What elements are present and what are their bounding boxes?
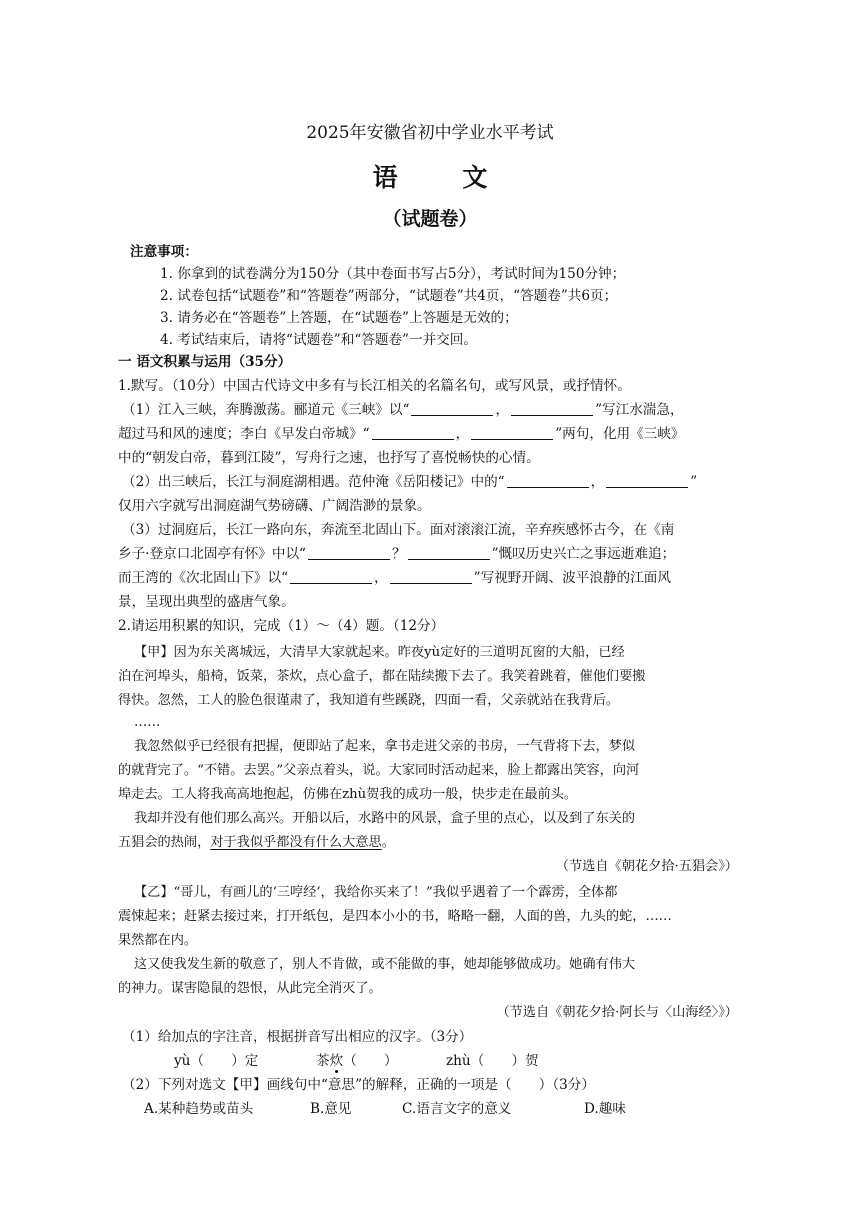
notice-item: 2. 试卷包括“试题卷”和“答题卷”两部分，“试题卷”共4页，“答题卷”共6页； xyxy=(160,288,618,304)
question-1-part-3-line xyxy=(118,568,671,588)
passage-ellipsis: …… xyxy=(134,715,161,730)
answer-blank[interactable] xyxy=(372,425,454,440)
subject-title: 语 文 xyxy=(372,163,516,192)
passage-yi-line: 【乙】“哥儿，有画儿的‘三哼经’，我给你买来了！”我似乎遇着了一个霹雳，全体都 xyxy=(134,885,618,900)
notice-item: 3. 请务必在“答题卷”上答题，在“试题卷”上答题是无效的； xyxy=(160,310,518,326)
underlined-sentence: 对于我似乎都没有什么大意思 xyxy=(210,835,382,850)
question-1-intro: 1.默写。（10分）中国古代诗文中多有与长江相关的名篇名句，或写风景，或抒情怀。 xyxy=(118,378,631,394)
notice-heading: 注意事项： xyxy=(130,244,198,260)
question-1-part-1-line: 中的“朝发白帝，暮到江陵”，写舟行之速，也抒写了喜悦畅快的心情。 xyxy=(118,450,540,466)
answer-blank[interactable] xyxy=(290,569,372,584)
text-segment: ， xyxy=(374,570,388,586)
answer-blank[interactable] xyxy=(308,545,390,560)
section-heading: 一 语文积累与运用（35分） xyxy=(118,354,292,370)
passage-jia-line: 我却并没有他们那么高兴。开船以后，水路中的风景，盒子里的点心，以及到了东关的 xyxy=(134,811,636,826)
text-segment: （ ） xyxy=(343,1053,398,1069)
passage-yi-line: 的神力。谋害隐鼠的怨恨，从此完全消灭了。 xyxy=(118,981,382,996)
text-segment: ”写视野开阔、波平浪静的江面风 xyxy=(473,570,671,586)
option-d[interactable]: D.趣味 xyxy=(584,1101,626,1117)
question-1-part-2-line xyxy=(122,472,697,492)
pinyin-item-chui xyxy=(316,1051,398,1071)
passage-jia-line: 【甲】因为东关离城远，大清早大家就起来。昨夜yù定好的三道明瓦窗的大船，已经 xyxy=(134,645,625,660)
question-1-part-3-line: （3）过洞庭后，长江一路向东，奔流至北固山下。面对滚滚江流，辛弃疾感怀古今，在《南 xyxy=(122,522,675,538)
text-segment: 。 xyxy=(381,835,395,850)
passage-jia-line: 泊在河埠头，船椅，饭菜，茶炊，点心盒子，都在陆续搬下去了。我笑着跳着，催他们要搬 xyxy=(118,669,646,684)
answer-blank[interactable] xyxy=(507,473,589,488)
text-segment: ， xyxy=(455,426,470,442)
question-2-sub-1: （1）给加点的字注音，根据拼音写出相应的汉字。（3分） xyxy=(122,1029,473,1045)
notice-item: 4. 考试结束后，请将“试题卷”和“答题卷”一并交回。 xyxy=(160,332,477,348)
passage-jia-line: 埠走去。工人将我高高地抱起，仿佛在zhù贺我的成功一般，快步走在最前头。 xyxy=(118,787,578,802)
exam-title: 2025年安徽省初中学业水平考试 xyxy=(306,123,554,143)
text-segment: （1）江入三峡，奔腾激荡。郦道元《三峡》以“ xyxy=(122,402,410,418)
passage-yi-line: 震悚起来；赶紧去接过来，打开纸包，是四本小小的书，略略一翻，人面的兽，九头的蛇，…… xyxy=(118,909,672,924)
pinyin-item-zhu: zhù（ ）贺 xyxy=(446,1053,539,1069)
answer-blank[interactable] xyxy=(408,545,490,560)
text-segment: ， xyxy=(590,474,605,490)
text-segment: （2）出三峡后，长江与洞庭湖相遇。范仲淹《岳阳楼记》中的“ xyxy=(122,474,505,490)
answer-blank[interactable] xyxy=(471,425,553,440)
passage-jia-line: 得快。忽然，工人的脸色很谨肃了，我知道有些蹊跷，四面一看，父亲就站在我背后。 xyxy=(118,693,620,708)
question-1-part-3-line: 景，呈现出典型的盛唐气象。 xyxy=(118,594,295,610)
text-segment: ”两句，化用《三峡》 xyxy=(555,426,685,442)
option-b[interactable]: B.意见 xyxy=(310,1101,352,1117)
passage-jia-line xyxy=(118,833,395,853)
text-segment: ”慨叹历史兴亡之事远逝难追； xyxy=(491,546,676,562)
passage-yi-line: 这又使我发生新的敬意了，别人不肯做，或不能做的事，她却能够做成功。她确有伟大 xyxy=(134,957,636,972)
question-1-part-1-line xyxy=(118,424,685,444)
dotted-character: 炊 xyxy=(329,1053,344,1069)
passage-jia-source: （节选自《朝花夕拾·五猖会》） xyxy=(555,859,738,874)
paper-type: （试题卷） xyxy=(382,208,478,230)
text-segment: 茶 xyxy=(316,1053,330,1069)
text-segment: ”写江水湍急， xyxy=(595,402,684,418)
text-segment: ， xyxy=(495,402,510,418)
question-1-part-3-line xyxy=(118,544,675,564)
text-segment: 超过马和风的速度；李白《早发白帝城》“ xyxy=(118,426,370,442)
passage-yi-line: 果然都在内。 xyxy=(118,933,198,948)
pinyin-item-yu: yù（ ）定 xyxy=(174,1053,259,1069)
passage-yi-source: （节选自《朝花夕拾·阿长与〈山海经〉》） xyxy=(496,1005,738,1020)
answer-blank[interactable] xyxy=(606,473,688,488)
passage-jia-line: 我忽然似乎已经很有把握，便即站了起来，拿书走进父亲的书房，一气背将下去，梦似 xyxy=(134,739,636,754)
text-segment: 乡子·登京口北固亭有怀》中以“ xyxy=(118,546,306,562)
answer-blank[interactable] xyxy=(511,401,593,416)
text-segment: ” xyxy=(690,474,698,490)
option-c[interactable]: C.语言文字的意义 xyxy=(402,1101,512,1117)
question-2-sub-2: （2）下列对选文【甲】画线句中“意思”的解释，正确的一项是（ ）（3分） xyxy=(122,1077,595,1093)
notice-item: 1. 你拿到的试卷满分为150分（其中卷面书写占5分），考试时间为150分钟； xyxy=(160,266,626,282)
passage-jia-line: 的就背完了。“不错。去罢。”父亲点着头，说。大家同时活动起来，脸上都露出笑容，向河 xyxy=(118,763,640,778)
question-2-intro: 2.请运用积累的知识，完成（1）～（4）题。（12分） xyxy=(118,618,445,634)
answer-blank[interactable] xyxy=(411,401,493,416)
text-segment: 五猖会的热闹， xyxy=(118,835,211,850)
question-1-part-2-line: 仅用六字就写出洞庭湖气势磅礴、广阔浩渺的景象。 xyxy=(118,498,431,514)
text-segment: ？ xyxy=(392,546,406,562)
option-a[interactable]: A.某种趋势或苗头 xyxy=(144,1101,254,1117)
answer-blank[interactable] xyxy=(390,569,472,584)
question-1-part-1-line xyxy=(122,400,684,420)
text-segment: 而王湾的《次北固山下》以“ xyxy=(118,570,289,586)
